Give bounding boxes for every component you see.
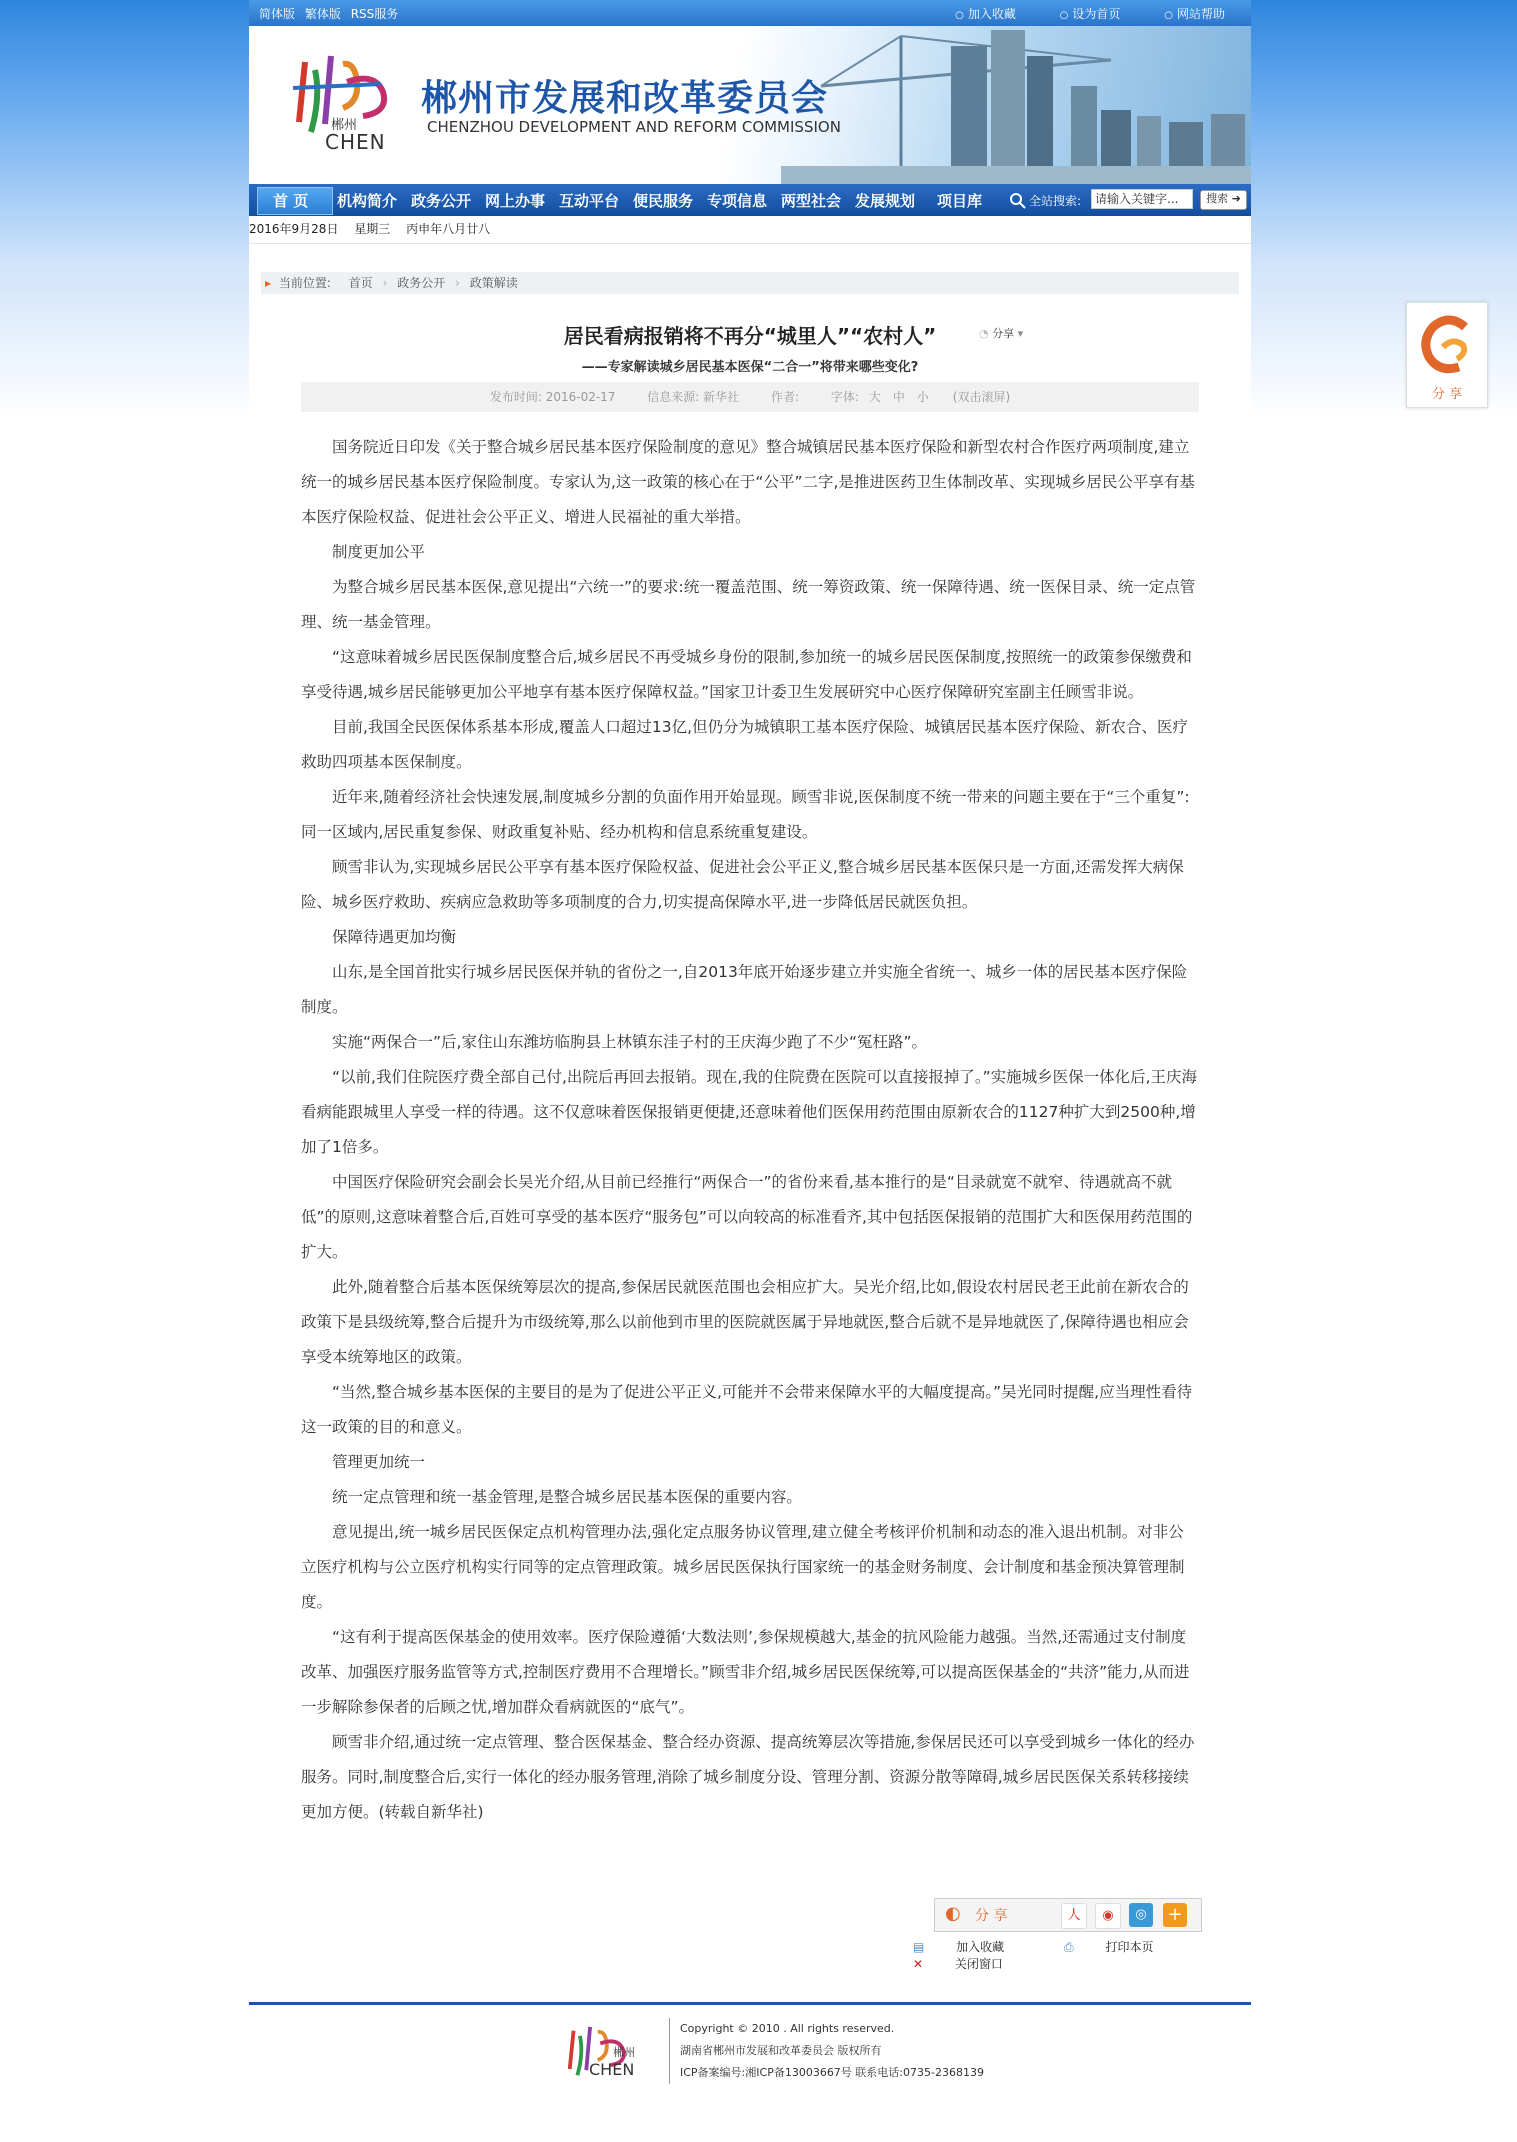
tencent-icon[interactable]: ◎ xyxy=(1129,1903,1153,1927)
footer-logo-sub: CHEN xyxy=(589,2060,635,2079)
current-date: 2016年9月28日 xyxy=(249,222,339,236)
footer-divider xyxy=(249,2002,1251,2005)
section-heading: 管理更加统一 xyxy=(332,1453,426,1471)
site-title-en: CHENZHOU DEVELOPMENT AND REFORM COMMISSION xyxy=(427,118,841,136)
icp-and-phone: ICP备案编号:湘ICP备13003667号 联系电话:0735-2368139 xyxy=(680,2066,984,2079)
link-simplified[interactable]: 简体版 xyxy=(259,7,296,21)
nav-item-special-info[interactable]: 专项信息 xyxy=(707,192,768,210)
link-add-favorite[interactable]: ○ 加入收藏 xyxy=(955,7,1016,21)
nav-item-about[interactable]: 机构简介 xyxy=(337,192,398,210)
article-subtitle: ——专家解读城乡居民基本医保“二合一”将带来哪些变化? xyxy=(581,360,919,375)
footer-logo-text: 郴州 xyxy=(613,2046,635,2059)
date-line xyxy=(249,220,502,237)
article-paragraph: 顾雪非认为,实现城乡居民公平享有基本医疗保险权益、促进社会公平正义,整合城乡居民基本医保只是一方面,还需发挥大病保险、城乡医疗救助、疾病应急救助等多项制度的合力,切实提高保障水平,进一步降低居民就医负担。 xyxy=(301,858,1184,911)
nav-item-two-type-society[interactable]: 两型社会 xyxy=(781,192,842,210)
skyline-image xyxy=(781,26,1251,184)
search-button[interactable]: 搜索 ➜ xyxy=(1200,190,1247,210)
link-site-help[interactable]: ○ 网站帮助 xyxy=(1164,7,1225,21)
font-size-large[interactable]: 大 xyxy=(868,390,881,404)
share-bar xyxy=(934,1898,1202,1932)
header-banner xyxy=(249,26,1251,184)
article-paragraph: 中国医疗保险研究会副会长吴光介绍,从目前已经推行“两保合一”的省份来看,基本推行的是“目录就宽不就窄、待遇就高不就低”的原则,这意味着整合后,百姓可享受的基本医疗“服务包”可以向较高的标准看齐,其中包括医保报销的范围扩大和医保用药范围的扩大。 xyxy=(301,1173,1193,1261)
share-logo-icon: ◐ xyxy=(945,1903,961,1924)
footer-logo xyxy=(549,2018,649,2092)
share-bar-label: 分 享 xyxy=(975,1908,1008,1924)
breadcrumb-arrow-icon: ▸ xyxy=(265,276,272,290)
article-paragraph: “当然,整合城乡基本医保的主要目的是为了促进公平正义,可能并不会带来保障水平的大幅度提高。”吴光同时提醒,应当理性看待这一政策的目的和意义。 xyxy=(301,1383,1193,1436)
nav-item-project-library[interactable]: 项目库 xyxy=(937,192,983,210)
font-size-label: 字体: xyxy=(830,390,859,404)
utility-links xyxy=(915,5,1225,22)
copyright: Copyright © 2010 . All rights reserved. xyxy=(680,2022,895,2035)
renren-icon[interactable]: 人 xyxy=(1061,1903,1087,1929)
article-meta xyxy=(301,382,1199,412)
add-favorite-action[interactable] xyxy=(913,1940,1032,1954)
top-bar xyxy=(249,0,1251,26)
font-size-small[interactable]: 小 xyxy=(916,390,929,404)
footer-info xyxy=(669,2018,984,2084)
article-paragraph: 山东,是全国首批实行城乡居民医保并轨的省份之一,自2013年底开始逐步建立并实施全省统一、城乡一体的居民基本医疗保险制度。 xyxy=(301,963,1188,1016)
logo-text: 郴州 xyxy=(331,118,358,133)
share-small-icon: ◔ xyxy=(979,327,989,340)
article-paragraph: 统一定点管理和统一基金管理,是整合城乡居民基本医保的重要内容。 xyxy=(332,1488,802,1506)
logo-sub: CHEN xyxy=(325,130,386,154)
favorite-icon: ▤ xyxy=(913,1940,925,1954)
lunar-date: 丙申年八月廿八 xyxy=(406,222,491,236)
nav-item-public-affairs[interactable]: 政务公开 xyxy=(411,192,472,210)
breadcrumb-policy-interpretation[interactable]: 政策解读 xyxy=(469,276,518,290)
print-icon: ⎙ xyxy=(1064,1940,1074,1954)
article-paragraph: “这有利于提高医保基金的使用效率。医疗保险遵循‘大数法则’,参保规模越大,基金的抗风险能力越强。当然,还需通过支付制度改革、加强医疗服务监管等方式,控制医疗费用不合理增长。”顾雪非介绍,城乡居民医保统筹,可以提高医保基金的“共济”能力,从而进一步解除参保者的后顾之忧,增加群众看病就医的“底气”。 xyxy=(301,1628,1190,1716)
share-dropdown[interactable] xyxy=(979,325,1023,341)
nav-item-planning[interactable]: 发展规划 xyxy=(855,192,916,210)
article-paragraph: “这意味着城乡居民医保制度整合后,城乡居民不再受城乡身份的限制,参加统一的城乡居民医保制度,按照统一的政策参保缴费和享受待遇,城乡居民能够更加公平地享有基本医疗保障权益。”国家卫计委卫生发展研究中心医疗保障研究室副主任顾雪非说。 xyxy=(301,648,1192,701)
close-label: 关闭窗口 xyxy=(954,1957,1003,1971)
article-actions xyxy=(913,1938,1251,1972)
main-nav xyxy=(249,184,1251,216)
article-paragraph: 意见提出,统一城乡居民医保定点机构管理办法,强化定点服务协议管理,建立健全考核评价机制和动态的准入退出机制。对非公立医疗机构与公立医疗机构实行同等的定点管理政策。城乡居民医保执行国家统一的基金财务制度、会计制度和基金预决算管理制度。 xyxy=(301,1523,1185,1611)
breadcrumb-separator-icon: › xyxy=(382,276,388,290)
article-paragraph: 实施“两保合一”后,家住山东潍坊临朐县上林镇东洼子村的王庆海少跑了不少“冤枉路”。 xyxy=(332,1033,928,1051)
publish-date: 发布时间: 2016-02-17 xyxy=(489,390,616,404)
page-container xyxy=(249,0,1251,2142)
close-icon: ✕ xyxy=(913,1957,924,1971)
search-button-label: 搜索 xyxy=(1206,192,1229,205)
nav-item-convenience[interactable]: 便民服务 xyxy=(633,192,694,210)
font-size-medium[interactable]: 中 xyxy=(892,390,905,404)
site-title: 郴州市发展和改革委员会 xyxy=(421,78,829,119)
article-paragraph: 顾雪非介绍,通过统一定点管理、整合医保基金、整合经办资源、提高统筹层次等措施,参保居民还可以享受到城乡一体化的经办服务。同时,制度整合后,实行一体化的经办服务管理,消除了城乡制度分设、管理分割、资源分散等障碍,城乡居民医保关系转移接续更加方便。(转载自新华社) xyxy=(301,1733,1195,1821)
breadcrumb-home[interactable]: 首页 xyxy=(348,276,373,290)
article-paragraph: 近年来,随着经济社会快速发展,制度城乡分割的负面作用开始显现。顾雪非说,医保制度不统一带来的问题主要在于“三个重复”:同一区域内,居民重复参保、财政重复补贴、经办机构和信息系统重复建设。 xyxy=(301,788,1190,841)
article-paragraph: 国务院近日印发《关于整合城乡居民基本医疗保险制度的意见》整合城镇居民基本医疗保险和新型农村合作医疗两项制度,建立统一的城乡居民基本医疗保险制度。专家认为,这一政策的核心在于“公平”二字,是推进医药卫生体制改革、实现城乡居民公平享有基本医疗保险权益、促进社会公平正义、增进人民福祉的重大举措。 xyxy=(301,438,1195,526)
chevron-down-icon: ▾ xyxy=(1017,327,1024,340)
article-paragraph: 目前,我国全民医保体系基本形成,覆盖人口超过13亿,但仍分为城镇职工基本医疗保险、城镇居民基本医疗保险、新农合、医疗救助四项基本医保制度。 xyxy=(301,718,1189,771)
floating-share-widget[interactable] xyxy=(1406,302,1488,408)
more-icon[interactable]: + xyxy=(1163,1903,1187,1927)
add-favorite-label: 加入收藏 xyxy=(956,1940,1005,1954)
search-input[interactable]: 请输入关键字... xyxy=(1091,189,1193,209)
site-owner: 湖南省郴州市发展和改革委员会 版权所有 xyxy=(680,2044,882,2057)
floating-share-label: 分 享 xyxy=(1431,387,1463,402)
article-paragraph: “以前,我们住院医疗费全部自己付,出院后再回去报销。现在,我的住院费在医院可以直接报掉了。”实施城乡医保一体化后,王庆海看病能跟城里人享受一样的待遇。这不仅意味着医保报销更便捷,还意味着他们医保用药范围由原新农合的1127种扩大到2500种,增加了1倍多。 xyxy=(301,1068,1198,1156)
link-set-homepage[interactable]: ○ 设为首页 xyxy=(1060,7,1121,21)
breadcrumb xyxy=(261,272,1239,294)
author: 作者: xyxy=(770,390,800,404)
nav-item-online-services[interactable]: 网上办事 xyxy=(485,192,546,210)
search-label: 全站搜索: xyxy=(1029,194,1082,208)
current-weekday: 星期三 xyxy=(354,222,391,236)
breadcrumb-label: 当前位置: xyxy=(278,276,331,290)
nav-item-home[interactable]: 首 页 xyxy=(273,192,309,210)
info-source: 信息来源: 新华社 xyxy=(647,390,740,404)
scroll-hint[interactable]: (双击滚屏) xyxy=(952,390,1011,404)
share-logo-icon xyxy=(1419,313,1475,377)
link-rss[interactable]: RSS服务 xyxy=(350,7,399,21)
breadcrumb-public-affairs[interactable]: 政务公开 xyxy=(397,276,446,290)
site-logo[interactable] xyxy=(285,42,405,156)
print-action[interactable] xyxy=(1064,1940,1181,1954)
weibo-icon[interactable]: ◉ xyxy=(1095,1903,1121,1929)
header-divider xyxy=(249,243,1251,244)
version-links xyxy=(259,5,404,22)
section-heading: 保障待遇更加均衡 xyxy=(332,928,457,946)
article-title: 居民看病报销将不再分“城里人”“农村人” xyxy=(563,324,937,348)
article-body xyxy=(301,430,1199,1830)
nav-item-interaction[interactable]: 互动平台 xyxy=(559,192,620,210)
close-window-action[interactable] xyxy=(913,1957,1031,1971)
article-paragraph: 此外,随着整合后基本医保统筹层次的提高,参保居民就医范围也会相应扩大。吴光介绍,比如,假设农村居民老王此前在新农合的政策下是县级统筹,整合后提升为市级统筹,那么以前他到市里的医院就医属于异地就医,整合后就不是异地就医了,保障待遇也相应会享受本统筹地区的政策。 xyxy=(301,1278,1189,1366)
breadcrumb-separator-icon: › xyxy=(455,276,460,290)
share-small-label: 分享 xyxy=(992,327,1015,340)
section-heading: 制度更加公平 xyxy=(332,543,426,561)
print-label: 打印本页 xyxy=(1105,1940,1154,1954)
search-icon xyxy=(1009,192,1027,210)
article-paragraph: 为整合城乡居民基本医保,意见提出“六统一”的要求:统一覆盖范围、统一筹资政策、统一保障待遇、统一医保目录、统一定点管理、统一基金管理。 xyxy=(301,578,1196,631)
link-traditional[interactable]: 繁体版 xyxy=(304,7,341,21)
